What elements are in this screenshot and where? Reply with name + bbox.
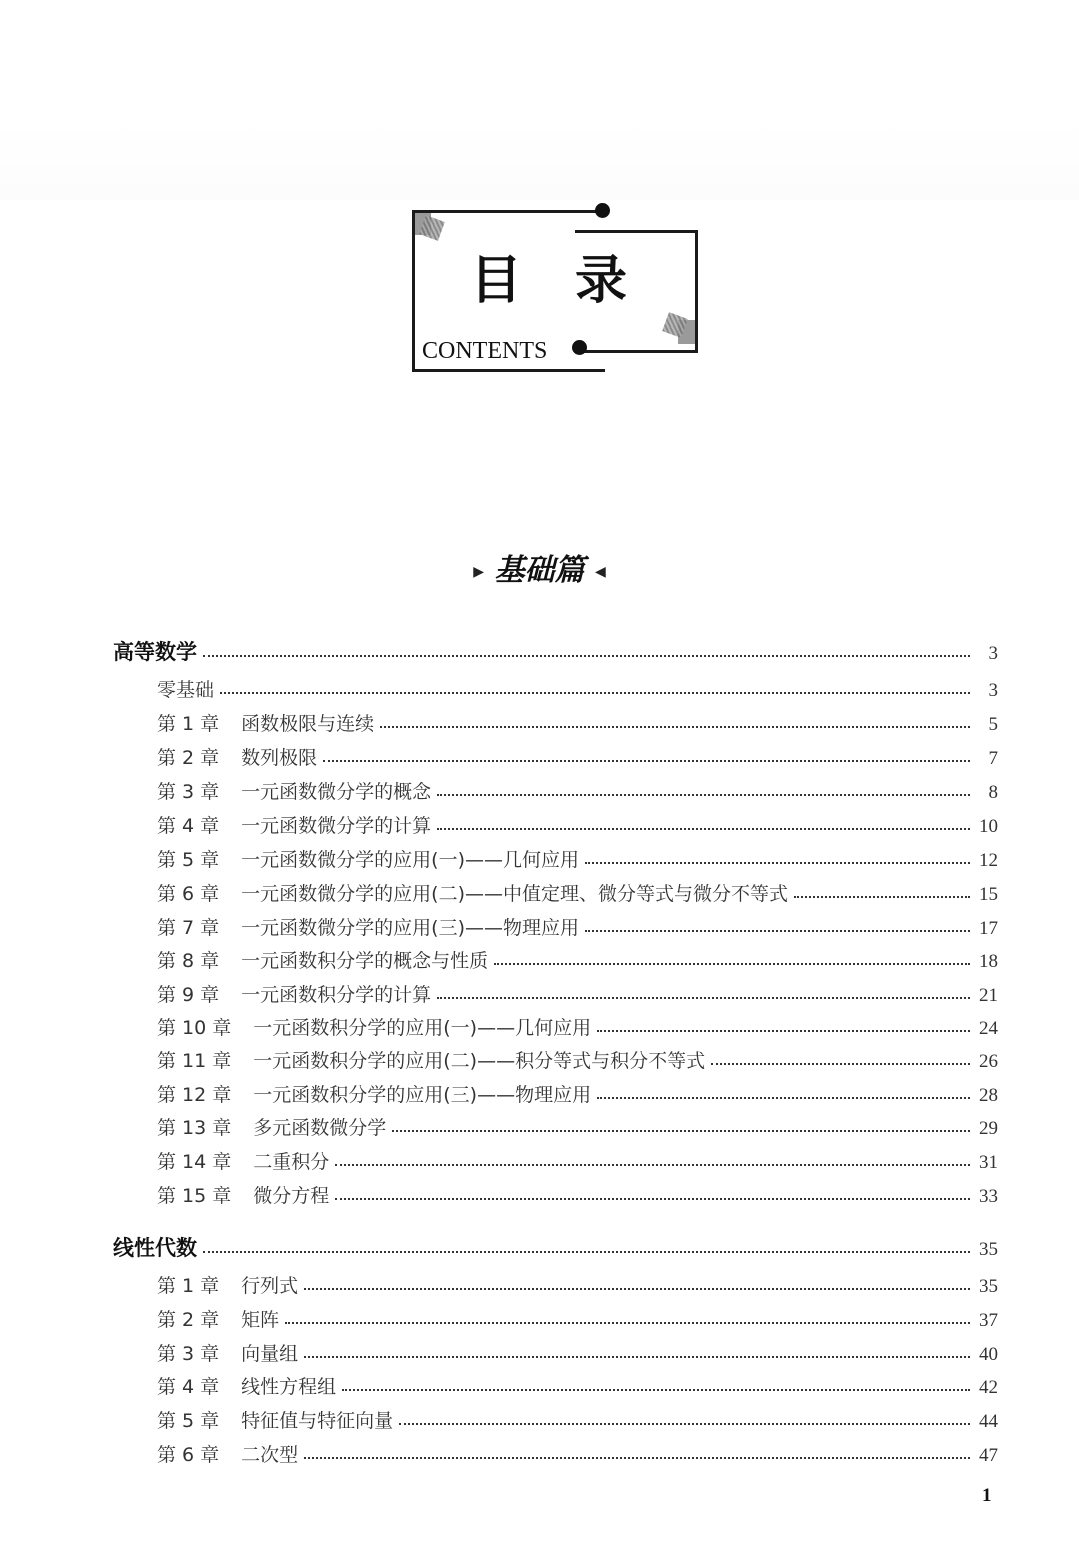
chapter-title: 一元函数微分学的应用(二)——中值定理、微分等式与微分不等式 [241, 883, 788, 905]
part-title: 线性代数 [113, 1235, 197, 1260]
chapter-title: 二重积分 [253, 1151, 330, 1173]
part-title: 高等数学 [113, 639, 197, 664]
part-page-number: 35 [979, 1239, 998, 1260]
chapter-number: 第 5 章 [157, 849, 220, 871]
chapter-title: 一元函数微分学的应用(一)——几何应用 [241, 849, 579, 871]
toc-chapter-entry[interactable] [157, 675, 998, 702]
chapter-number: 第 2 章 [157, 1309, 220, 1331]
chapter-number: 第 3 章 [157, 1343, 220, 1365]
chapter-number: 第 14 章 [157, 1151, 232, 1173]
chapter-page-number: 44 [979, 1411, 998, 1432]
toc-chapter-entry[interactable] [157, 879, 998, 906]
chapter-title: 二次型 [241, 1444, 299, 1466]
dot-leader [342, 1388, 970, 1391]
toc-chapter-entry[interactable] [157, 845, 998, 872]
toc-part-entry[interactable] [113, 1232, 998, 1262]
chapter-title: 函数极限与连续 [241, 713, 375, 735]
chapter-page-number: 24 [979, 1018, 998, 1039]
dot-leader [304, 1355, 970, 1358]
chapter-number: 第 2 章 [157, 747, 220, 769]
toc-chapter-entry[interactable] [157, 1372, 998, 1399]
dot-icon [595, 203, 610, 218]
dot-leader [304, 1287, 970, 1290]
chapter-page-number: 21 [979, 985, 998, 1006]
chapter-title: 一元函数微分学的概念 [241, 781, 432, 803]
toc-chapter-entry[interactable] [157, 1181, 998, 1208]
dot-leader [585, 861, 970, 864]
toc-chapter-entry[interactable] [157, 1080, 998, 1107]
dot-leader [392, 1129, 970, 1132]
chapter-number: 第 11 章 [157, 1050, 232, 1072]
chapter-page-number: 31 [979, 1152, 998, 1173]
chapter-number: 第 4 章 [157, 1376, 220, 1398]
chapter-page-number: 17 [979, 918, 998, 939]
title-char-lu: 录 [575, 251, 628, 311]
toc-chapter-entry[interactable] [157, 1113, 998, 1140]
dot-leader [494, 962, 970, 965]
chapter-title: 特征值与特征向量 [241, 1410, 394, 1432]
dot-leader [304, 1456, 970, 1459]
chapter-title: 行列式 [241, 1275, 299, 1297]
chapter-page-number: 5 [988, 714, 998, 735]
chapter-title: 向量组 [241, 1343, 299, 1365]
chapter-number: 第 8 章 [157, 950, 220, 972]
chapter-page-number: 12 [979, 850, 998, 871]
page-number: 1 [982, 1485, 992, 1506]
page-background-band [0, 120, 1079, 200]
dot-leader [335, 1163, 970, 1166]
chapter-number: 第 9 章 [157, 984, 220, 1006]
dot-leader [285, 1321, 970, 1324]
contents-subtitle: CONTENTS [422, 338, 548, 364]
section-heading [0, 545, 1079, 589]
dot-leader [794, 895, 970, 898]
chapter-title: 一元函数积分学的计算 [241, 984, 432, 1006]
dot-icon [572, 340, 587, 355]
chapter-page-number: 35 [979, 1276, 998, 1297]
toc-chapter-entry[interactable] [157, 946, 998, 973]
dot-leader [203, 1250, 970, 1253]
chapter-number: 第 1 章 [157, 1275, 220, 1297]
chapter-title: 一元函数积分学的概念与性质 [241, 950, 489, 972]
toc-chapter-entry[interactable] [157, 709, 998, 736]
dot-leader [380, 725, 970, 728]
chapter-page-number: 8 [988, 782, 998, 803]
toc-chapter-entry[interactable] [157, 913, 998, 940]
chapter-title: 一元函数积分学的应用(三)——物理应用 [253, 1084, 592, 1106]
dot-leader [220, 691, 970, 694]
title-char-mu: 目 [470, 251, 523, 311]
section-title: 基础篇 [494, 553, 585, 588]
dot-leader [597, 1096, 970, 1099]
chapter-page-number: 40 [979, 1344, 998, 1365]
chapter-number: 第 12 章 [157, 1084, 232, 1106]
dot-leader [437, 996, 970, 999]
toc-chapter-entry[interactable] [157, 1147, 998, 1174]
chapter-title: 数列极限 [241, 747, 318, 769]
chapter-number: 第 10 章 [157, 1017, 232, 1039]
chapter-page-number: 3 [988, 680, 998, 701]
chapter-number: 第 4 章 [157, 815, 220, 837]
dot-leader [203, 654, 970, 657]
chapter-title: 多元函数微分学 [253, 1117, 387, 1139]
chapter-page-number: 47 [979, 1445, 998, 1466]
chapter-title: 一元函数微分学的应用(三)——物理应用 [241, 917, 579, 939]
chapter-page-number: 33 [979, 1186, 998, 1207]
chapter-title: 微分方程 [253, 1185, 330, 1207]
toc-chapter-entry[interactable] [157, 980, 998, 1007]
dot-leader [437, 793, 970, 796]
chapter-title: 一元函数积分学的应用(二)——积分等式与积分不等式 [253, 1050, 706, 1072]
dot-leader [597, 1029, 970, 1032]
toc-chapter-entry[interactable] [157, 1271, 998, 1298]
chapter-page-number: 29 [979, 1118, 998, 1139]
chapter-title: 矩阵 [241, 1309, 280, 1331]
toc-chapter-entry[interactable] [157, 1046, 998, 1073]
part-page-number: 3 [988, 643, 998, 664]
toc-chapter-entry[interactable] [157, 1440, 998, 1467]
chapter-title: 线性方程组 [241, 1376, 337, 1398]
chapter-number: 第 7 章 [157, 917, 220, 939]
triangle-right-icon: ▶ [473, 564, 485, 580]
chapter-page-number: 10 [979, 816, 998, 837]
triangle-left-icon: ◀ [594, 564, 606, 580]
dot-leader [323, 759, 970, 762]
toc-chapter-entry[interactable] [157, 777, 998, 804]
toc-chapter-entry[interactable] [157, 1013, 998, 1040]
chapter-page-number: 37 [979, 1310, 998, 1331]
chapter-page-number: 28 [979, 1085, 998, 1106]
toc-chapter-entry[interactable] [157, 1339, 998, 1366]
chapter-number: 第 13 章 [157, 1117, 232, 1139]
toc-chapter-entry[interactable] [157, 811, 998, 838]
chapter-title: 零基础 [157, 679, 215, 701]
toc-chapter-entry[interactable] [157, 1305, 998, 1332]
chapter-number: 第 15 章 [157, 1185, 232, 1207]
chapter-title: 一元函数微分学的计算 [241, 815, 432, 837]
dot-leader [585, 929, 970, 932]
contents-title-frame [410, 200, 710, 375]
chapter-number: 第 6 章 [157, 1444, 220, 1466]
toc-chapter-entry[interactable] [157, 743, 998, 770]
chapter-number: 第 1 章 [157, 713, 220, 735]
chapter-page-number: 42 [979, 1377, 998, 1398]
chapter-page-number: 26 [979, 1051, 998, 1072]
chapter-page-number: 18 [979, 951, 998, 972]
chapter-number: 第 3 章 [157, 781, 220, 803]
chapter-number: 第 5 章 [157, 1410, 220, 1432]
toc-chapter-entry[interactable] [157, 1406, 998, 1433]
dot-leader [399, 1422, 970, 1425]
dot-leader [335, 1197, 970, 1200]
chapter-number: 第 6 章 [157, 883, 220, 905]
chapter-page-number: 15 [979, 884, 998, 905]
chapter-title: 一元函数积分学的应用(一)——几何应用 [253, 1017, 592, 1039]
chapter-page-number: 7 [988, 748, 998, 769]
dot-leader [437, 827, 970, 830]
toc-part-entry[interactable] [113, 636, 998, 666]
dot-leader [711, 1062, 970, 1065]
